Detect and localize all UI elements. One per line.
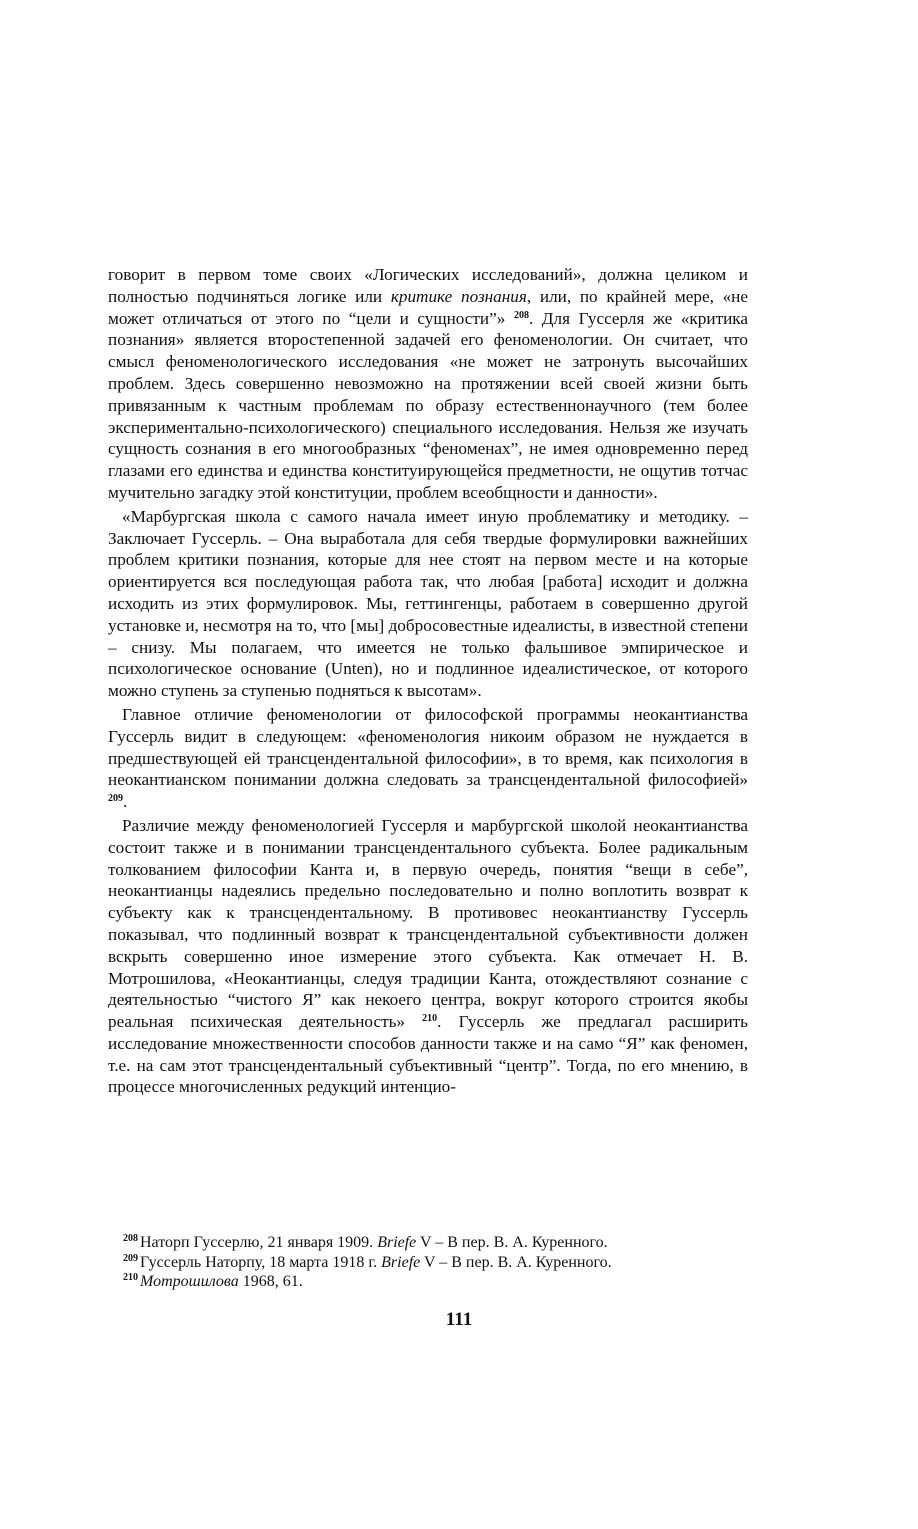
footnote-text-post: V – В пер. В. А. Куренного.	[420, 1253, 612, 1271]
footnote-number: 209	[123, 1252, 138, 1264]
paragraph-1-emphasis: критике познания	[390, 286, 527, 306]
footnote-208	[123, 1233, 743, 1253]
paragraph-1-text-b: , или, по крайней мере, «не может отличаться от этого по “цели и сущности”»	[108, 286, 748, 328]
footnote-divider	[108, 1202, 748, 1203]
paragraph-3	[108, 704, 748, 813]
paragraph-4	[108, 815, 748, 1098]
footnote-text-pre: Наторп Гуссерлю, 21 января 1909.	[140, 1234, 378, 1251]
paragraph-3-text-b: .	[123, 792, 128, 812]
footnote-ref-210[interactable]: 210	[422, 1013, 438, 1025]
main-text	[108, 264, 748, 1098]
paragraph-3-text-a: Главное отличие феноменологии от философской программы неокантианства Гуссерль видит в следующем: «феноменология никоим образом не нуждается в предшествующей ей трансцендентальной философии», в то время, как психология в неокантианском понимании должна следовать за трансцендентальной философией»	[108, 704, 748, 790]
footnote-ref-208[interactable]: 208	[513, 309, 529, 321]
footnote-text-post: V – В пер. В. А. Куренного.	[416, 1234, 608, 1251]
footnotes	[123, 1233, 743, 1292]
paragraph-2: «Марбургская школа с самого начала имеет иную проблематику и методику. – Заключает Гуссерль. – Она выработала для себя твердые формулировки важнейших проблем критики познания, которые для нее стоят на первом месте и на которые ориентируется вся последующая работа так, что любая [работа] исходит и должна исходить из этих формулировок. Мы, геттингенцы, работаем в совершенно другой установке и, несмотря на то, что [мы] добросовестные идеалисты, в известной степени – снизу. Мы полагаем, что имеется не только фальшивое эмпирическое и психологическое основание (Unten), но и подлинное идеалистическое, от которого можно ступень за ступенью подняться к высотам».	[108, 506, 748, 701]
paragraph-4-text-a: Различие между феноменологией Гуссерля и марбургской школой неокантианства состоит также и в понимании трансцендентального субъекта. Более радикальным толкованием философии Канта и, в первую очередь, понятия “вещи в себе”, неокантианцы надеялись предельно последовательно и полно воплотить возврат к субъекту как к трансцендентальному. В противовес неокантианству Гуссерль показывал, что подлинный возврат к трансцендентальной субъективности должен вскрыть совершенно иное измерение этого субъекта. Как отмечает Н. В. Мотрошилова, «Неокантианцы, следуя традиции Канта, отождествляют сознание с деятельностью “чистого Я” как некоего центра, вокруг которого строится якобы реальная психическая деятельность»	[108, 815, 748, 1032]
footnote-emphasis: Briefe	[381, 1253, 421, 1271]
footnote-text-post: 1968, 61.	[238, 1273, 303, 1290]
footnote-number: 208	[123, 1233, 138, 1244]
paragraph-1	[108, 264, 748, 504]
footnote-210	[123, 1272, 743, 1292]
page-number: 111	[445, 1309, 473, 1330]
footnote-number: 210	[123, 1272, 138, 1283]
paragraph-1-text-a: говорит в первом томе своих «Логических исследований», должна целиком и полностью подчиняться логике или	[108, 265, 748, 306]
footnote-text-pre: Гуссерль Наторпу, 18 марта 1918 г.	[140, 1253, 382, 1271]
footnote-ref-209[interactable]: 209	[108, 793, 123, 805]
paragraph-1-text-c: . Для Гуссерля же «критика познания» является второстепенной задачей его феноменологии. Он считает, что смысл феноменологического исследования «не может не затронуть высочайших проблем. Здесь совершенно невозможно на протяжении всей своей жизни быть привязанным к частным проблемам по образу естественнонаучного (тем более экспериментально-психологического) специального исследования. Нельзя же изучать сущность сознания в его многообразных “феноменах”, не имея одновременно перед глазами его единства и единства конституирующейся предметности, не ощутив тотчас мучительно загадку этой конституции, проблем всеобщности и данности».	[108, 308, 748, 502]
footnote-209	[123, 1253, 743, 1273]
paragraph-4-text-b: . Гуссерль же предлагал расширить исследование множественности способов данности также и на само “Я” как феномен, т.е. на сам этот трансцендентальный субъективный “центр”. Тогда, по его мнению, в процессе многочисленных редукций интенцио-	[108, 1012, 748, 1097]
footnote-emphasis: Мотрошилова	[140, 1273, 239, 1290]
footnote-emphasis: Briefe	[377, 1234, 417, 1251]
